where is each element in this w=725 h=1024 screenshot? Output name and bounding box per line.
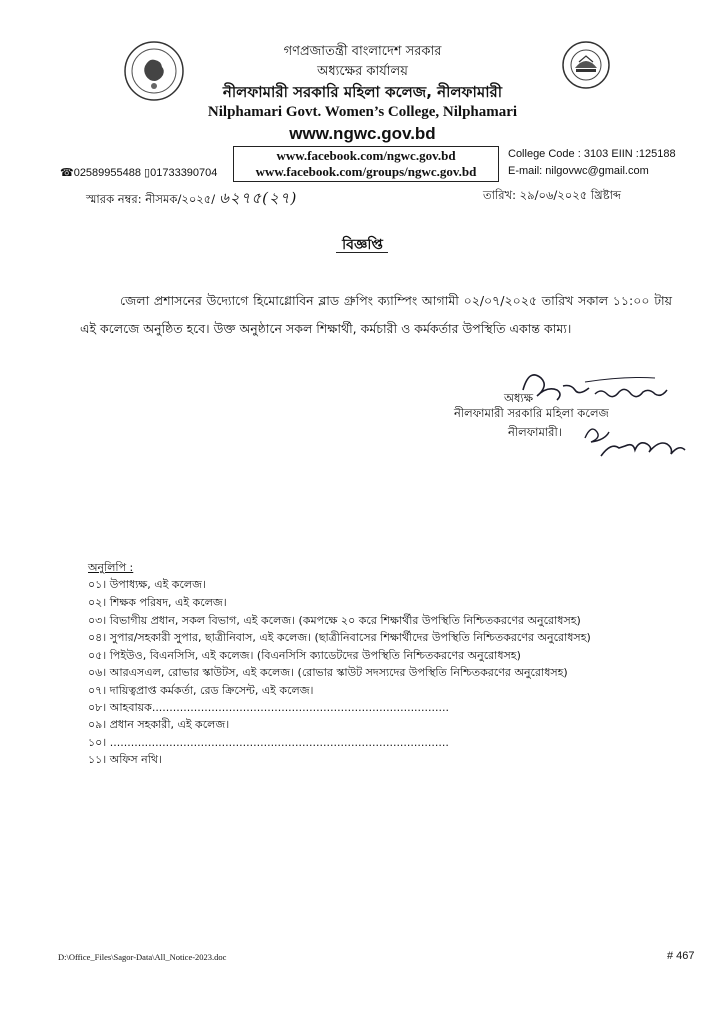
copies-heading: অনুলিপি :: [88, 561, 134, 574]
copy-item: ১১। অফিস নথি।: [88, 753, 162, 766]
facebook-page-link: www.facebook.com/ngwc.gov.bd: [276, 148, 456, 163]
memo-date: তারিখ: ২৯/০৬/২০২৫ খ্রিষ্টাব্দ: [483, 188, 622, 202]
memo-number: [86, 187, 297, 212]
college-code-eiin: College Code : 3103 EIIN :125188: [508, 148, 676, 160]
copy-item: ০৪। সুপার/সহকারী সুপার, ছাত্রীনিবাস, এই কলেজ। (ছাত্রীনিবাসের শিক্ষার্থীদের উপস্থিতি নিশ্চিতকরণের অনুরোধসহ): [88, 631, 591, 644]
notice-body: জেলা প্রশাসনের উদ্যোগে হিমোগ্লোবিন ব্লাড গ্রুপিং ক্যাম্পিং আগামী ০২/০৭/২০২৫ তারিখ সকাল ১১:০০ টায় এই কলেজে অনুষ্ঠিত হবে। উক্ত অনুষ্ঠানে সকল শিক্ষার্থী, কর্মচারী ও কর্মকর্তার উপস্থিতি একান্ত কাম্য।: [80, 293, 672, 336]
copy-item: ০৫। পিইউও, বিএনসিসি, এই কলেজ। (বিএনসিসি ক্যাডেটদের উপস্থিতি নিশ্চিতকরণের অনুরোধসহ): [88, 649, 521, 662]
phone-numbers: ☎02589955488 ▯01733390704: [60, 167, 218, 179]
college-website: www.ngwc.gov.bd: [289, 124, 436, 143]
copy-item: ০৭। দায়িত্বপ্রাপ্ত কর্মকর্তা, রেড ক্রিসেন্ট, এই কলেজ।: [88, 684, 314, 697]
notice-title-underline: [336, 252, 388, 253]
copy-item: ০৮। আহবায়ক.....................................................................................: [88, 701, 450, 714]
office-title: অধ্যক্ষের কার্যালয়: [317, 64, 408, 79]
copy-item: ০৩। বিভাগীয় প্রধান, সকল বিভাগ, এই কলেজ। (কমপক্ষে ২০ করে শিক্ষার্থীর উপস্থিতি নিশ্চিতকরণের অনুরোধসহ): [88, 614, 581, 627]
college-email: E-mail: nilgovwc@gmail.com: [508, 165, 649, 177]
facebook-links-box: [233, 146, 499, 182]
memo-label: স্মারক নম্বর: নীসমক/২০২৫/: [86, 192, 216, 206]
govt-title: গণপ্রজাতন্ত্রী বাংলাদেশ সরকার: [283, 44, 442, 59]
copy-item: ০১। উপাধ্যক্ষ, এই কলেজ।: [88, 578, 206, 591]
file-path-footer: D:\Office_Files\Sagor-Data\All_Notice-2023.doc: [58, 952, 227, 962]
notice-title: বিজ্ঞপ্তি: [342, 237, 383, 253]
copy-item: ০৯। প্রধান সহকারী, এই কলেজ।: [88, 718, 230, 731]
copy-item: ১০। .................................................................................................: [88, 736, 449, 749]
facebook-group-link: www.facebook.com/groups/ngwc.gov.bd: [255, 164, 477, 179]
copy-item: ০২। শিক্ষক পরিষদ, এই কলেজ।: [88, 596, 227, 609]
college-name-english: Nilphamari Govt. Women’s College, Nilphamari: [207, 104, 518, 120]
college-name-bangla: নীলফামারী সরকারি মহিলা কলেজ, নীলফামারী: [222, 83, 503, 101]
page-number: # 467: [667, 950, 695, 962]
memo-handwritten-number: ৬২৭৫(২৭): [219, 189, 298, 207]
copy-item: ০৬। আরএসএল, রোভার স্কাউটস, এই কলেজ। (রোভার স্কাউট সদস্যদের উপস্থিতি নিশ্চিতকরণের অনুরোধসহ): [88, 666, 568, 679]
signatory-title: অধ্যক্ষ: [504, 391, 534, 405]
signatory-college: নীলফামারী সরকারি মহিলা কলেজ: [454, 406, 609, 420]
signatory-district: নীলফামারী।: [508, 425, 562, 439]
